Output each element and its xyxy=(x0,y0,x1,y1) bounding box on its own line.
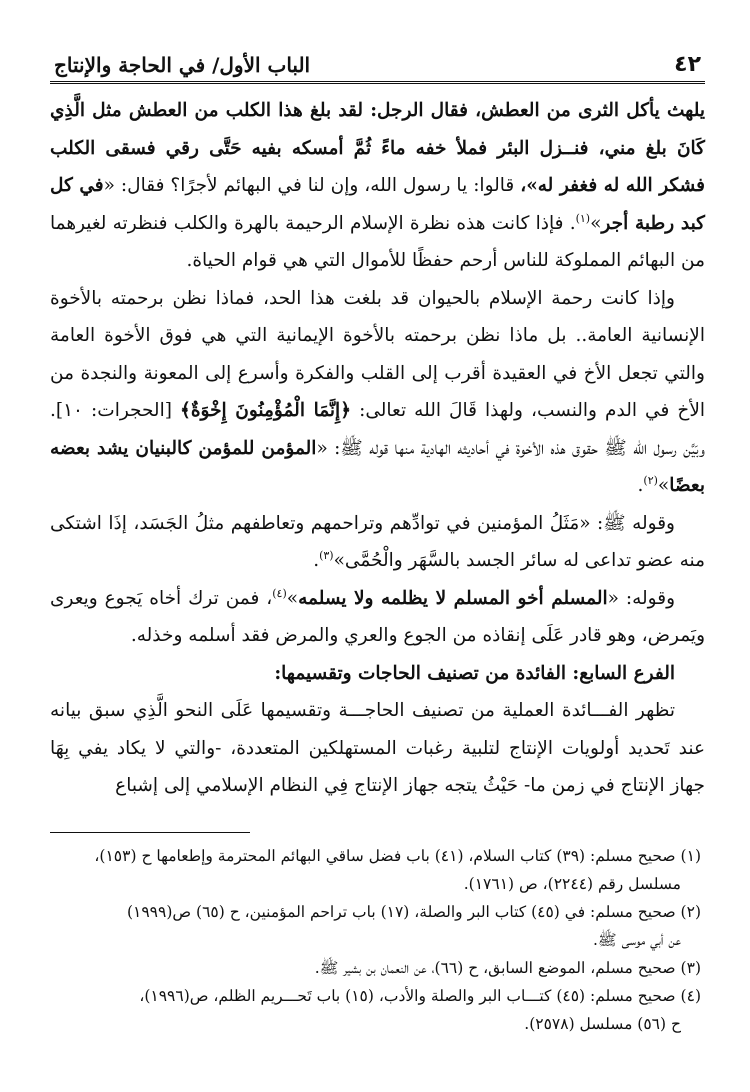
text-run: . xyxy=(637,475,644,496)
text-run: . فإذا كانت هذه نظرة الإسلام الرحيمة بالهرة والكلب فنظرته لغيرهما من البهائم المملوكة للناس أرحم حفظًا للأموال التي هي قوام الحياة. xyxy=(50,212,705,271)
text-run: وقوله: « xyxy=(607,587,676,609)
footnote-2 xyxy=(50,898,705,954)
footnote-text: صحيح مسلم: في (٤٥) كتاب البر والصلة، (١٧) باب تراحم المؤمنين، ح (٦٥) ص(١٩٩٩) xyxy=(126,903,676,921)
footnote-text: ح (٥٦) مسلسل (٢٥٧٨). xyxy=(524,1015,681,1033)
hadith-text: المسلم أخو المسلم لا يظلمه ولا يسلمه xyxy=(298,587,608,609)
chapter-title: الباب الأول/ في الحاجة والإنتاج xyxy=(54,53,311,77)
paragraph-5: تظهر الفـــائدة العملية من تصنيف الحاجـــة وتقسيمها عَلَى النحو الَّذِي سبق بيانه عند تَحديد أولويات الإنتاج لتلبية رغبات المستهلكين المتعددة، -والتي لا يكاد يفي بِهَا جهاز الإنتاج في زمن ما- حَيْثُ يتجه جهاز الإنتاج فِي النظام الإسلامي إلى إشباع xyxy=(50,700,705,796)
footnote-number: (٤) xyxy=(680,987,701,1005)
footnotes xyxy=(50,842,705,1038)
footnote-text: عن أبي موسى ﷺ. xyxy=(593,931,681,949)
paragraph-2 xyxy=(50,280,705,505)
section-heading: الفرع السابع: الفائدة من تصنيف الحاجات وتقسيمها: xyxy=(274,662,675,684)
main-text xyxy=(50,92,705,805)
footnote-text: مسلسل رقم (٢٢٤٤)، ص (١٧٦١). xyxy=(463,875,681,893)
footnote-number: (٢) xyxy=(680,903,701,921)
footnote-ref-4[interactable]: (٤) xyxy=(272,586,287,600)
text-run: » xyxy=(286,587,299,609)
text-run: . xyxy=(313,550,320,571)
paragraph-3 xyxy=(50,505,705,580)
text-run: ، فمن ترك أخاه يَجوع ويعرى ويَمرض، وهو قادر عَلَى إنقاذه من الجوع والعري والمرض فقد أسلمه وخذله. xyxy=(50,587,705,646)
footnote-ref-1[interactable]: (١) xyxy=(575,211,591,225)
footnote-number: (١) xyxy=(680,847,701,865)
running-header xyxy=(50,52,705,84)
quran-verse: ﴿إِنَّمَا الْمُؤْمِنُونَ إِخْوَةٌ﴾ xyxy=(180,400,352,421)
footnote-divider xyxy=(50,832,250,833)
hadith-text: يلهث يأكل الثرى من العطش، فقال الرجل: لقد بلغ هذا الكلب من العطش مثل الَّذِي كَانَ بلغ مني، فنــزل البئر فملأ خفه ماءً ثُمَّ أمسكه بفيه حَتَّى رقي فسقى الكلب فشكر الله له فغفر له»، xyxy=(50,100,705,196)
footnote-text: صحيح مسلم: (٣٩) كتاب السلام، (٤١) باب فضل ساقي البهائم المحترمة وإطعامها ح (١٥٣)، xyxy=(94,847,676,865)
footnote-text: صحيح مسلم: (٤٥) كتـــاب البر والصلة والأدب، (١٥) باب تَحـــريم الظلم، ص(١٩٩٦)، xyxy=(139,987,676,1005)
text-run: » xyxy=(657,475,670,496)
page-number: ٤٢ xyxy=(674,52,701,77)
page xyxy=(50,52,705,805)
hadith-text: المؤمن للمؤمن كالبنيان يشد بعضه بعضًا xyxy=(50,437,705,496)
hadith-text: في كل كبد رطبة أجر xyxy=(50,175,705,234)
footnote-ref-2[interactable]: (٢) xyxy=(643,473,658,487)
footnote-number: (٣) xyxy=(680,959,701,977)
paragraph-4 xyxy=(50,580,705,655)
footnote-1 xyxy=(50,842,705,898)
text-run: » xyxy=(590,212,602,234)
footnote-4 xyxy=(50,982,705,1038)
text-run: [الحجرات: ١٠]. وبَيَّن رسول الله ﷺ حقوق هذه الأخوة في أحاديثه الهادية منها قوله ﷺ: « xyxy=(50,400,705,459)
footnote-text: صحيح مسلم، الموضع السابق، ح (٦٦)، عن النعمان بن بشير ﷺ. xyxy=(314,959,676,977)
footnote-3 xyxy=(50,954,705,982)
text-run: وقوله ﷺ: «مَثَلُ المؤمنين في توادِّهم وتراحمهم وتعاطفهم مثلُ الجَسَد، إذَا اشتكى منه عضو تداعى له سائر الجسد بالسَّهَر والْحُمَّى» xyxy=(50,512,705,571)
paragraph-1 xyxy=(50,92,705,280)
text-run: قالوا: يا رسول الله، وإن لنا في البهائم لأجرًا؟ فقال: « xyxy=(103,175,521,196)
text-run: وإذا كانت رحمة الإسلام بالحيوان قد بلغت هذا الحد، فماذا نظن برحمته بالأخوة الإنسانية العامة.. بل ماذا نظن برحمته بالأخوة الإيمانية التي هي فوق الأخوة العامة والتي تجعل الأخ في العقيدة أقرب إلى القلب والفكرة وأسرع إلى المعونة والنجدة من الأخ في الدم والنسب، ولهذا قَالَ الله تعالى: xyxy=(50,287,706,421)
footnote-ref-3[interactable]: (٣) xyxy=(319,548,334,562)
